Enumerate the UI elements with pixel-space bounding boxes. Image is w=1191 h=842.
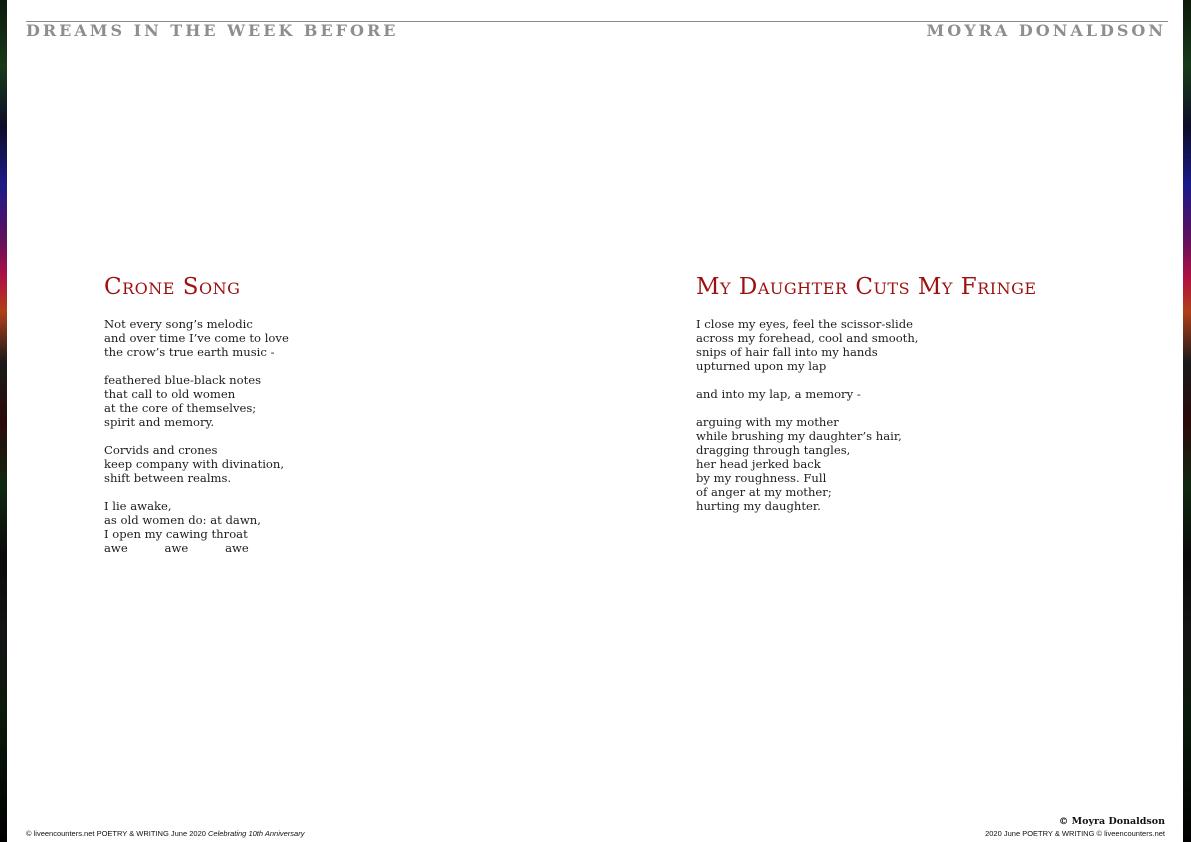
right-decorative-band bbox=[1183, 0, 1191, 842]
running-head-author: MOYRA DONALDSON bbox=[926, 21, 1166, 40]
poem-line: the crow’s true earth music - bbox=[104, 345, 275, 359]
poem-line: and into my lap, a memory - bbox=[696, 387, 861, 401]
footer-anniversary-text: Celebrating 10th Anniversary bbox=[208, 829, 305, 838]
poem-line: Not every song’s melodic bbox=[104, 317, 253, 331]
footer-publication-text: © liveencounters.net POETRY & WRITING June 2020 bbox=[26, 829, 208, 838]
poem-line: across my forehead, cool and smooth, bbox=[696, 331, 919, 345]
poem-crone-song bbox=[104, 274, 289, 569]
left-decorative-band bbox=[0, 0, 7, 842]
poem-title: Crone Song bbox=[104, 274, 241, 300]
poem-line: keep company with divination, bbox=[104, 457, 285, 471]
poem-line: Corvids and crones bbox=[104, 443, 218, 457]
footer-issue-meta: 2020 June POETRY & WRITING © liveencounters.net bbox=[985, 829, 1165, 838]
poem-line: at the core of themselves; bbox=[104, 401, 257, 415]
poem-line: spirit and memory. bbox=[104, 415, 215, 429]
poem-line: awe awe awe bbox=[104, 541, 249, 555]
footer-publication-line bbox=[26, 829, 304, 838]
poem-line: by my roughness. Full bbox=[696, 471, 827, 485]
stanza bbox=[104, 317, 289, 359]
poem-line: of anger at my mother; bbox=[696, 485, 832, 499]
poem-line: snips of hair fall into my hands bbox=[696, 345, 878, 359]
poem-line: arguing with my mother bbox=[696, 415, 839, 429]
poem-title: My Daughter Cuts My Fringe bbox=[696, 274, 1037, 300]
stanza bbox=[104, 499, 289, 555]
poem-line: I open my cawing throat bbox=[104, 527, 248, 541]
stanza bbox=[696, 415, 1037, 513]
poem-line: feathered blue-black notes bbox=[104, 373, 262, 387]
poem-line: I lie awake, bbox=[104, 499, 172, 513]
stanza bbox=[104, 443, 289, 485]
poem-line: hurting my daughter. bbox=[696, 499, 821, 513]
stanza bbox=[696, 387, 1037, 401]
stanza bbox=[104, 373, 289, 429]
poem-line: as old women do: at dawn, bbox=[104, 513, 261, 527]
poem-line: that call to old women bbox=[104, 387, 236, 401]
poem-line: and over time I’ve come to love bbox=[104, 331, 289, 345]
poem-line: upturned upon my lap bbox=[696, 359, 827, 373]
running-head-title: DREAMS IN THE WEEK BEFORE bbox=[26, 21, 399, 40]
poem-my-daughter-cuts-my-fringe bbox=[696, 274, 1037, 527]
poem-line: I close my eyes, feel the scissor-slide bbox=[696, 317, 913, 331]
footer-copyright-author: © Moyra Donaldson bbox=[1058, 816, 1165, 827]
poem-line: her head jerked back bbox=[696, 457, 821, 471]
stanza bbox=[696, 317, 1037, 373]
poem-line: shift between realms. bbox=[104, 471, 232, 485]
poem-line: while brushing my daughter’s hair, bbox=[696, 429, 902, 443]
poem-line: dragging through tangles, bbox=[696, 443, 851, 457]
